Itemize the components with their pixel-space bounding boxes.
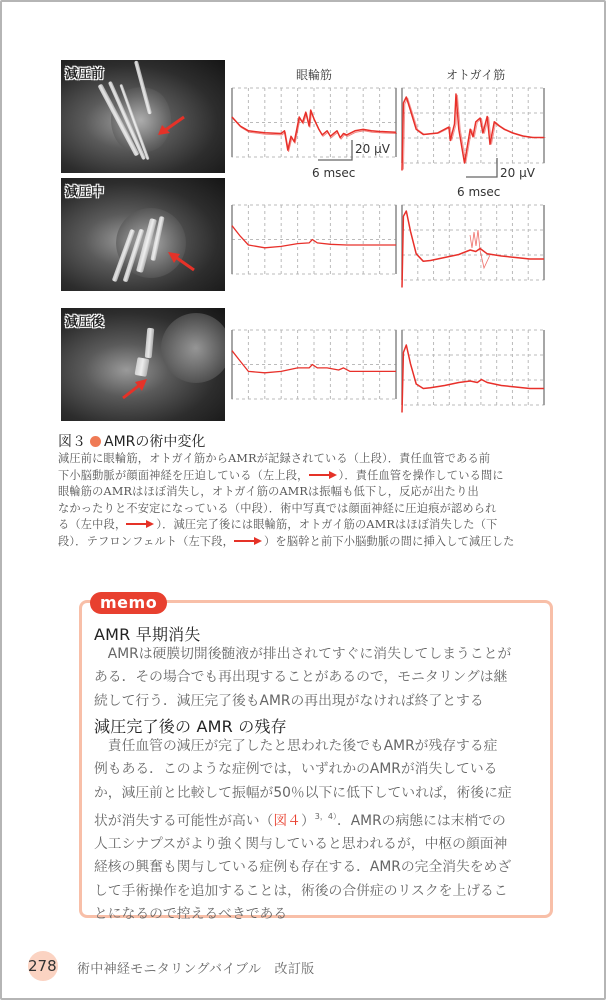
scale-time-label: 6 msec xyxy=(457,185,501,199)
caption-text: る（左中段， xyxy=(58,518,127,532)
red-arrow-icon xyxy=(234,537,264,545)
caption-text: ）．責任血管を操作している間に xyxy=(338,468,504,482)
memo-paragraph-early-loss xyxy=(94,643,554,713)
memo-line: 経核の興奮も関与している症例も存在する．AMRの完全消失をめざ xyxy=(94,859,512,876)
figure-title: AMRの術中変化 xyxy=(104,434,206,450)
column-header-mentalis: オトガイ筋 xyxy=(446,68,506,82)
caption-text: 減圧前に眼輪筋，オトガイ筋からAMRが記録されている（上段）．責任血管である前 xyxy=(58,452,491,465)
figure-caption-body xyxy=(58,451,552,551)
photo-label-after: 減圧後 xyxy=(65,315,105,330)
memo-line: して手術操作を追加することは，術後の合併症のリスクを上げるこ xyxy=(94,882,508,899)
caption-line xyxy=(58,451,552,468)
memo-line: 例もある．このような症例では，いずれかのAMRが消失している xyxy=(94,761,498,778)
bullet-dot-icon xyxy=(90,436,101,447)
figure-reference-link[interactable]: 図４ xyxy=(273,812,301,829)
memo-paragraph-residual xyxy=(94,735,554,926)
page-number: 278 xyxy=(28,957,57,975)
red-arrow-icon xyxy=(126,520,156,528)
caption-line xyxy=(58,534,552,551)
memo-text: ） xyxy=(300,812,315,829)
photo-label-before: 減圧前 xyxy=(65,67,105,82)
memo-line: とになるので控えるべきである xyxy=(94,906,288,923)
memo-line: 人工シナプスがより強く関与していると思われるが，中枢の顔面神 xyxy=(94,836,508,853)
scale-time-label: 6 msec xyxy=(312,166,356,180)
caption-line xyxy=(58,501,552,518)
figure-caption-title xyxy=(58,431,205,451)
caption-text: 下小脳動脈が顔面神経を圧迫している（左上段， xyxy=(58,468,309,482)
trace-grid-frame xyxy=(402,88,544,163)
memo-heading-early-loss: AMR 早期消失 xyxy=(94,625,201,644)
memo-line: か，減圧前と比較して振幅が50％以下に低下していれば，術後に症 xyxy=(94,784,512,801)
memo-heading-residual: 減圧完了後の AMR の残存 xyxy=(94,717,287,736)
caption-text: ）を脳幹と前下小脳動脈の間に挿入して減圧した xyxy=(264,534,515,548)
caption-line xyxy=(58,484,552,501)
memo-badge: memo xyxy=(90,592,167,614)
caption-text: 段）．テフロンフェルト（左下段， xyxy=(58,534,235,548)
memo-line-with-ref xyxy=(94,805,554,833)
photo-label-during: 減圧中 xyxy=(65,185,105,200)
memo-text: ．AMRの病態には末梢での xyxy=(336,812,506,829)
memo-line: 責任血管の減圧が完了したと思われた後でもAMRが残存する症 xyxy=(94,738,498,754)
memo-line: AMRは硬膜切開後髄液が排出されてすぐに消失してしまうことが xyxy=(94,646,512,662)
scale-amplitude-label: 20 μV xyxy=(355,142,390,156)
caption-text: なかったりと不安定になっている（中段）．術中写真では顔面神経に圧迫痕が認められ xyxy=(58,501,497,515)
emg-trace-line xyxy=(470,230,490,268)
caption-line xyxy=(58,468,552,485)
emg-traces xyxy=(0,0,606,430)
book-title: 術中神経モニタリングバイブル 改訂版 xyxy=(77,962,315,977)
column-header-orbicularis: 眼輪筋 xyxy=(296,68,333,82)
caption-text: 眼輪筋のAMRはほぼ消失し，オトガイ筋のAMRは振幅も低下し，反応が出たり出 xyxy=(58,485,479,499)
trace-grid-frame xyxy=(402,330,544,405)
caption-line xyxy=(58,517,552,534)
red-arrow-icon xyxy=(309,471,339,479)
caption-text: ）．減圧完了後には眼輪筋，オトガイ筋のAMRはほぼ消失した（下 xyxy=(156,518,498,532)
emg-trace-line xyxy=(402,211,544,288)
scale-bar xyxy=(466,158,497,177)
memo-text: 状が消失する可能性が高い（ xyxy=(94,812,274,829)
citation-superscript[interactable]: 3，4） xyxy=(314,811,337,821)
scale-amplitude-label: 20 μV xyxy=(500,166,535,180)
figure-number: 図３ xyxy=(58,434,86,450)
memo-line: ある．その場合でも再出現することがあるので，モニタリングは継 xyxy=(94,669,508,686)
memo-line: 続して行う．減圧完了後もAMRの再出現がなければ終了とする xyxy=(94,692,484,709)
